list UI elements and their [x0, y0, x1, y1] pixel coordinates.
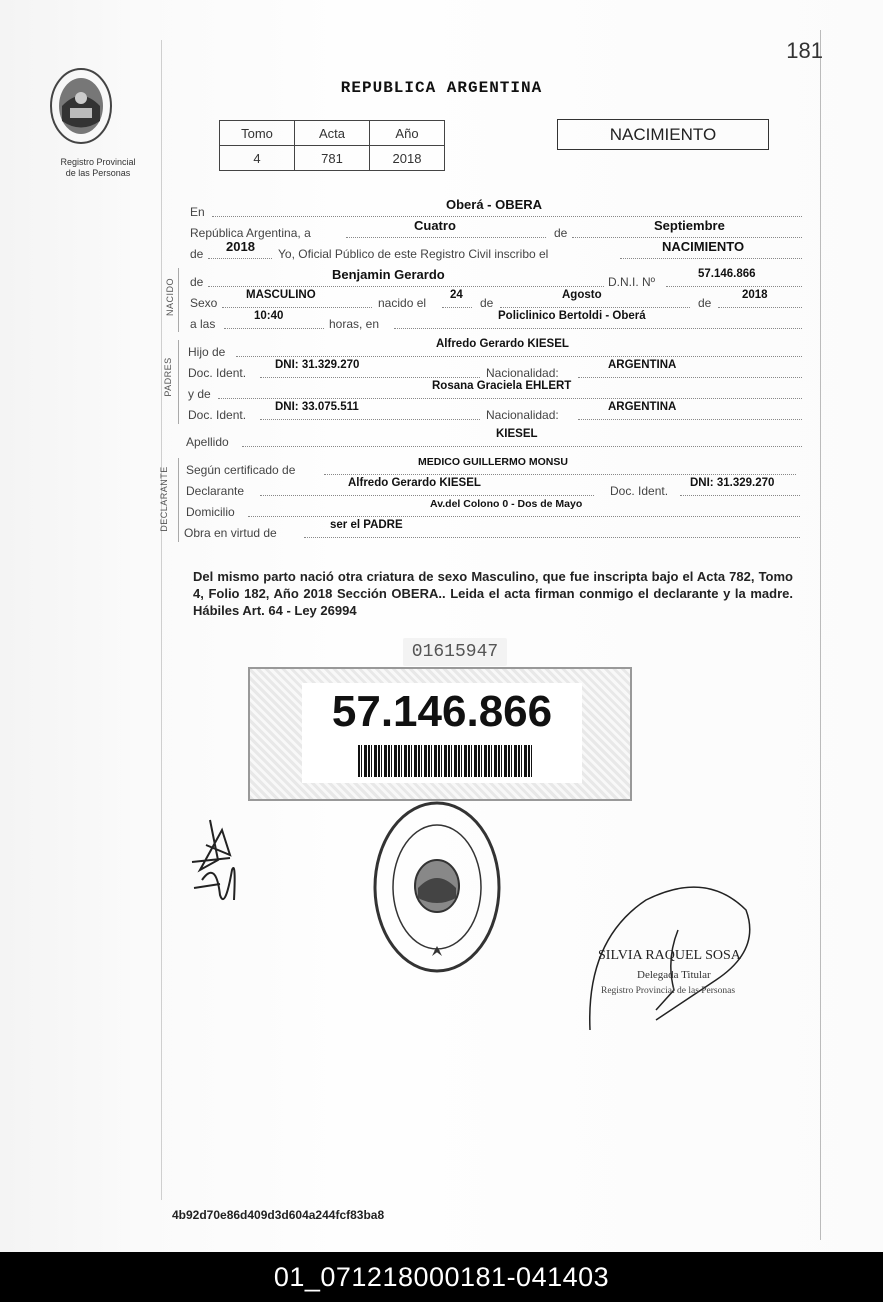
de5-label: de [698, 296, 712, 310]
declarante-divider [178, 458, 179, 542]
nac-dia: 24 [450, 289, 463, 301]
padres-divider [178, 340, 179, 424]
misiones-seal-icon [48, 66, 114, 148]
nac2-label: Nacionalidad: [486, 408, 559, 422]
certificado-value: MEDICO GUILLERMO MONSU [418, 456, 568, 468]
row-domicilio [186, 498, 802, 522]
padre-doc: DNI: 31.329.270 [275, 359, 360, 371]
madre-value: Rosana Graciela EHLERT [432, 380, 572, 392]
record-meta-table [219, 120, 445, 171]
section-nacido: NACIDO [165, 278, 175, 317]
hora-value: 10:40 [254, 310, 284, 322]
en-label: En [190, 205, 205, 219]
domicilio-label: Domicilio [186, 505, 235, 519]
de-label: de [554, 226, 568, 240]
page-number: 181 [786, 38, 823, 63]
official-stamp-icon [370, 798, 504, 976]
value-acta: 781 [295, 146, 370, 171]
anio-value: 2018 [226, 239, 255, 254]
nombre-value: Benjamin Gerardo [332, 267, 445, 282]
value-tomo: 4 [220, 146, 295, 171]
padre-value: Alfredo Gerardo KIESEL [436, 338, 569, 350]
dni-value: 57.146.866 [698, 268, 756, 280]
right-margin-line [820, 30, 821, 1240]
row-apellido [186, 428, 802, 452]
apellido-label: Apellido [186, 435, 229, 449]
en-value: Oberá - OBERA [446, 197, 543, 212]
nac-mes: Agosto [562, 289, 602, 301]
declarante-label: Declarante [186, 484, 245, 498]
document-hash: 4b92d70e86d409d3d604a244fcf83ba8 [172, 1208, 385, 1222]
alas-label: a las [190, 317, 216, 331]
row-hora [188, 310, 802, 334]
header-anio: Año [370, 121, 445, 146]
logo-caption-line2: de las Personas [65, 168, 131, 178]
certificado-label: Según certificado de [186, 463, 296, 477]
declarante-value: Alfredo Gerardo KIESEL [348, 477, 481, 489]
doc2-label: Doc. Ident. [188, 408, 247, 422]
row-anio [188, 239, 802, 264]
dia-value: Cuatro [414, 218, 456, 233]
declarant-signature-icon [180, 800, 260, 920]
domicilio-value: Av.del Colono 0 - Dos de Mayo [430, 498, 583, 510]
declarante-doc: DNI: 31.329.270 [690, 477, 775, 489]
doc1-label: Doc. Ident. [188, 366, 247, 380]
row-madre-doc [188, 401, 802, 425]
value-anio: 2018 [370, 146, 445, 171]
dni-tag [248, 667, 632, 801]
mes-value: Septiembre [654, 218, 725, 233]
nacido-divider [178, 268, 179, 332]
footer-code: 01_071218000181-041403 [0, 1252, 883, 1302]
header-acta: Acta [295, 121, 370, 146]
doc3-label: Doc. Ident. [610, 484, 669, 498]
record-type-box: NACIMIENTO [557, 119, 769, 150]
dni-label: D.N.I. Nº [608, 275, 656, 289]
row-obra [184, 519, 802, 543]
sexo-value: MASCULINO [246, 289, 316, 301]
left-margin-line [161, 40, 162, 1200]
de3-label: de [190, 275, 204, 289]
madre-doc: DNI: 33.075.511 [275, 401, 359, 413]
observation-note: Del mismo parto nació otra criatura de sexo Masculino, que fue inscripta bajo el Acta 782, Tomo 4, Folio 182, Año 2018 Sección OBERA.. Leida el acta firman conmigo el declarante y la madre. Hábiles Art. 64 - Ley 26994 [193, 569, 793, 618]
logo-caption-line1: Registro Provincial [60, 157, 136, 167]
official-name: SILVIA RAQUEL SOSA [598, 948, 741, 963]
de2-label: de [190, 247, 204, 261]
yde-label: y de [188, 387, 211, 401]
header-tomo: Tomo [220, 121, 295, 146]
serial-number: 01615947 [403, 638, 507, 666]
official-role: Delegada Titular [637, 969, 711, 981]
document-title: REPUBLICA ARGENTINA [340, 79, 543, 97]
hijo-label: Hijo de [188, 345, 226, 359]
de4-label: de [480, 296, 494, 310]
registry-logo [48, 66, 148, 179]
barcode-icon [358, 745, 532, 777]
obra-value: ser el PADRE [330, 519, 403, 531]
padre-nac: ARGENTINA [608, 359, 677, 371]
republica-label: República Argentina, a [190, 226, 311, 240]
nac-anio: 2018 [742, 289, 768, 301]
official-org: Registro Provincial de las Personas [601, 986, 736, 996]
nacido-label: nacido el [378, 296, 427, 310]
section-declarante: DECLARANTE [159, 466, 169, 532]
horas-label: horas, en [329, 317, 380, 331]
sexo-label: Sexo [190, 296, 218, 310]
apellido-value: KIESEL [496, 428, 538, 440]
section-padres: PADRES [163, 357, 173, 397]
nac1-label: Nacionalidad: [486, 366, 559, 380]
inscribo-value: NACIMIENTO [662, 239, 745, 254]
dni-tag-number: 57.146.866 [331, 687, 553, 736]
yo-text: Yo, Oficial Público de este Registro Civil inscribo el [278, 247, 549, 261]
lugar-value: Policlinico Bertoldi - Oberá [498, 310, 646, 322]
obra-label: Obra en virtud de [184, 526, 277, 540]
madre-nac: ARGENTINA [608, 401, 677, 413]
